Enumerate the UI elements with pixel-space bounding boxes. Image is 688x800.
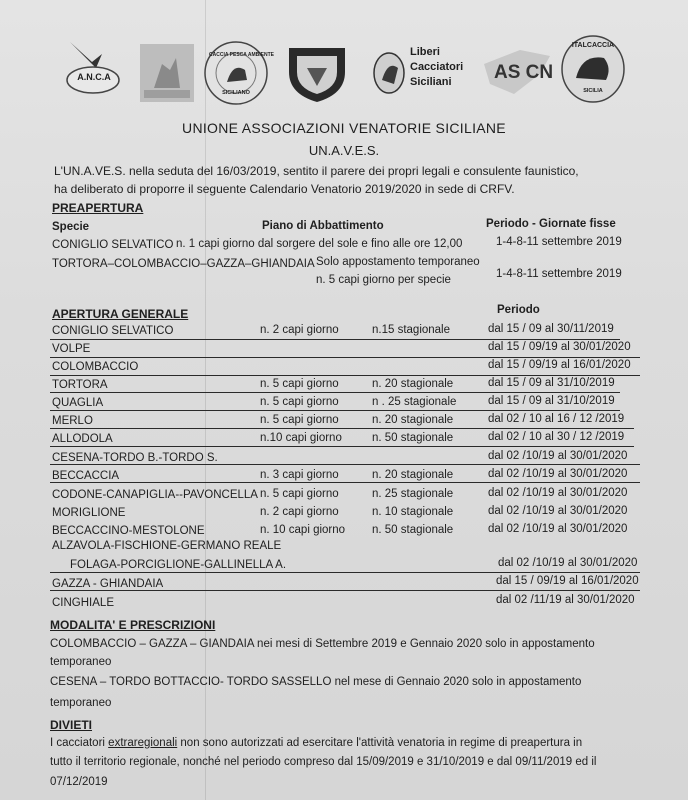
row-rule: [50, 590, 640, 591]
row-stagionale: n. 25 stagionale: [372, 488, 454, 500]
row-stagionale: n. 20 stagionale: [372, 469, 454, 481]
modalita-p1-line-b: temporaneo: [50, 656, 112, 668]
ascn-logo: [480, 44, 552, 100]
row-specie: MERLO: [52, 415, 93, 427]
row-specie: CESENA-TORDO B.-TORDO S.: [52, 452, 218, 464]
row-periodo: dal 02 /10/19 al 30/01/2020: [488, 505, 628, 517]
row-stagionale: n . 25 stagionale: [372, 396, 457, 408]
cinghiale-specie: CINGHIALE: [52, 597, 114, 609]
apertura-heading: APERTURA GENERALE: [52, 307, 189, 321]
row-stagionale: n. 50 stagionale: [372, 524, 454, 536]
row-capi-giorno: n. 5 capi giorno: [260, 378, 339, 390]
row-capi-giorno: n. 5 capi giorno: [260, 396, 339, 408]
row-periodo: dal 15 / 09/19 al 16/01/2020: [488, 359, 631, 371]
shield-logo: [285, 42, 349, 104]
alzavola-line-2: FOLAGA-PORCIGLIONE-GALLINELLA A.: [70, 559, 287, 571]
row-specie: VOLPE: [52, 343, 91, 355]
divieti-extraregionali: extraregionali: [108, 737, 178, 749]
row-specie: MORIGLIONE: [52, 507, 126, 519]
row-rule: [50, 446, 634, 447]
row-rule: [50, 482, 640, 483]
preapertura-row2-periodo: 1-4-8-11 settembre 2019: [496, 268, 622, 280]
intro-line-1: L'UN.A.VE.S. nella seduta del 16/03/2019, sentito il parere dei propri legali e consulente faunistico,: [54, 164, 579, 178]
caccia-pesca-logo: [203, 40, 275, 106]
row-rule: [50, 428, 634, 429]
row-periodo: dal 15 / 09 al 30/11/2019: [488, 323, 614, 335]
row-stagionale: n. 10 stagionale: [372, 506, 454, 518]
row-rule: [50, 339, 620, 340]
gazza-specie: GAZZA - GHIANDAIA: [52, 578, 164, 590]
preapertura-row1-specie: CONIGLIO SELVATICO: [52, 239, 174, 251]
row-capi-giorno: n. 10 capi giorno: [260, 524, 346, 536]
row-capi-giorno: n. 2 capi giorno: [260, 506, 339, 518]
liberi-cacciatori-logo: [372, 44, 472, 100]
row-specie: ALLODOLA: [52, 433, 113, 445]
row-stagionale: n. 20 stagionale: [372, 378, 454, 390]
divieti-line-1-end: non sono autorizzati ad esercitare l'attività venatoria in regime di preapertura in: [177, 737, 583, 749]
row-capi-giorno: n. 2 capi giorno: [260, 324, 339, 336]
row-specie: QUAGLIA: [52, 397, 104, 409]
row-specie: TORTORA: [52, 379, 108, 391]
row-periodo: dal 02 /10/19 al 30/01/2020: [488, 487, 628, 499]
anca-logo-graphic: [62, 34, 124, 100]
anca-label: A.N.C.A: [77, 72, 111, 82]
apertura-col-periodo: Periodo: [497, 304, 540, 316]
row-rule: [50, 410, 620, 411]
caccia-pesca-graphic: [203, 40, 275, 106]
preapertura-row1-periodo: 1-4-8-11 settembre 2019: [496, 236, 622, 248]
intro-line-2: ha deliberato di proporre il seguente Calendario Venatorio 2019/2020 in sede di CRFV.: [54, 182, 515, 196]
liberi-label-1: Liberi: [410, 46, 440, 58]
row-capi-giorno: n.10 capi giorno: [260, 432, 342, 444]
preapertura-row2-specie: TORTORA–COLOMBACCIO–GAZZA–GHIANDAIA: [52, 258, 315, 270]
liberi-emblem: [372, 50, 406, 96]
preapertura-row2-piano-a: Solo appostamento temporaneo: [316, 256, 480, 268]
photo-logo: [140, 44, 194, 102]
row-rule: [50, 392, 620, 393]
alzavola-line-1: ALZAVOLA-FISCHIONE-GERMANO REALE: [52, 540, 282, 552]
row-periodo: dal 15 / 09 al 31/10/2019: [488, 377, 615, 389]
gazza-periodo: dal 15 / 09/19 al 16/01/2020: [496, 575, 639, 587]
siciliano-label: SICILIANO: [222, 90, 250, 96]
row-specie: COLOMBACCIO: [52, 361, 139, 373]
row-periodo: dal 15 / 09/19 al 30/01/2020: [488, 341, 631, 353]
row-periodo: dal 02 / 10 al 16 / 12 /2019: [488, 413, 625, 425]
sicilia-label: SICILIA: [583, 88, 603, 94]
anca-logo: [62, 34, 124, 100]
row-periodo: dal 02 /10/19 al 30/01/2020: [488, 468, 628, 480]
row-rule: [50, 375, 640, 376]
row-capi-giorno: n. 3 capi giorno: [260, 469, 339, 481]
row-periodo: dal 02 /10/19 al 30/01/2020: [488, 450, 628, 462]
row-rule: [50, 572, 640, 573]
cinghiale-periodo: dal 02 /11/19 al 30/01/2020: [496, 594, 635, 606]
divieti-line-1-start: I cacciatori: [50, 737, 109, 749]
row-specie: CODONE-CANAPIGLIA--PAVONCELLA: [52, 489, 258, 501]
row-rule: [50, 357, 640, 358]
italcaccia-label: ITALCACCIA: [571, 42, 615, 49]
liberi-label-2: Cacciatori: [410, 61, 464, 73]
row-capi-giorno: n. 5 capi giorno: [260, 414, 339, 426]
caccia-pesca-label: CACCIA PESCA AMBIENTE: [209, 52, 275, 58]
row-specie: BECCACCINO-MESTOLONE: [52, 525, 205, 537]
divieti-line-1: [50, 737, 582, 749]
row-rule: [50, 464, 640, 465]
preapertura-row1-piano: n. 1 capi giorno dal sorgere del sole e fino alle ore 12,00: [176, 238, 463, 250]
divieti-line-3: 07/12/2019: [50, 776, 108, 788]
modalita-heading: MODALITA' E PRESCRIZIONI: [50, 618, 216, 632]
modalita-p2-line-b: temporaneo: [50, 697, 112, 709]
document-title: UNIONE ASSOCIAZIONI VENATORIE SICILIANE: [182, 120, 506, 136]
shield-emblem: [285, 42, 349, 104]
alzavola-periodo: dal 02 /10/19 al 30/01/2020: [498, 557, 638, 569]
preapertura-row2-piano-b: n. 5 capi giorno per specie: [316, 274, 451, 286]
divieti-line-2: tutto il territorio regionale, nonché nel periodo compreso dal 15/09/2019 e 31/10/2019 e dal 09/11/2019 ed il: [50, 756, 597, 768]
liberi-label-3: Siciliani: [410, 76, 452, 88]
italcaccia-logo: [560, 34, 626, 104]
divieti-heading: DIVIETI: [50, 718, 93, 732]
preapertura-col-specie: Specie: [52, 221, 90, 233]
ascn-label: AS CN: [494, 62, 554, 83]
row-capi-giorno: n. 5 capi giorno: [260, 488, 339, 500]
row-periodo: dal 02 / 10 al 30 / 12 /2019: [488, 431, 625, 443]
preapertura-col-piano: Piano di Abbattimento: [262, 220, 384, 232]
modalita-p1-line-a: COLOMBACCIO – GAZZA – GIANDAIA nei mesi di Settembre 2019 e Gennaio 2020 solo in appostamento: [50, 638, 595, 650]
preapertura-col-periodo: Periodo - Giornate fisse: [486, 218, 616, 230]
preapertura-heading: PREAPERTURA: [52, 201, 144, 215]
modalita-p2-line-a: CESENA – TORDO BOTTACCIO- TORDO SASSELLO nel mese di Gennaio 2020 solo in appostamento: [50, 676, 582, 688]
row-periodo: dal 02 /10/19 al 30/01/2020: [488, 523, 628, 535]
row-stagionale: n. 50 stagionale: [372, 432, 454, 444]
row-stagionale: n.15 stagionale: [372, 324, 451, 336]
row-periodo: dal 15 / 09 al 31/10/2019: [488, 395, 615, 407]
bird-photo: [140, 44, 194, 102]
row-specie: BECCACCIA: [52, 470, 120, 482]
row-specie: CONIGLIO SELVATICO: [52, 325, 174, 337]
document-subtitle: UN.A.V.E.S.: [308, 143, 380, 158]
row-stagionale: n. 20 stagionale: [372, 414, 454, 426]
